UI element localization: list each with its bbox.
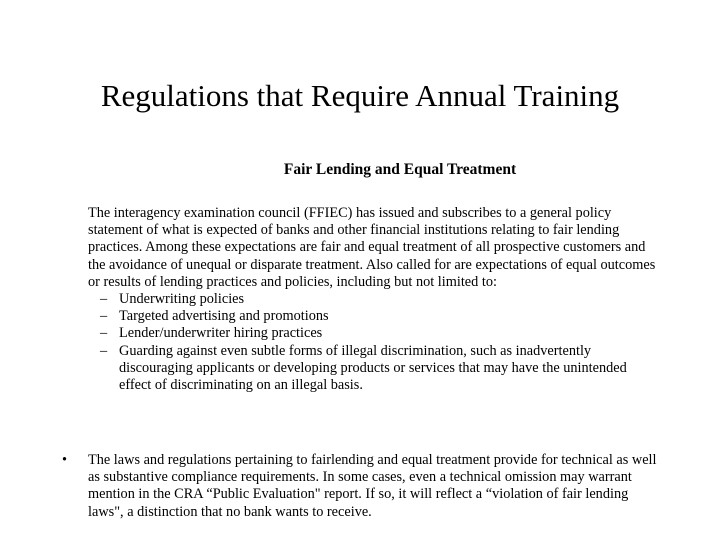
list-item-text: Targeted advertising and promotions bbox=[119, 308, 329, 325]
list-item-text: Guarding against even subtle forms of illegal discrimination, such as inadvertently discouraging applicants or developing products or services that may have the unintended effect of discriminating on an illegal basis. bbox=[119, 342, 627, 394]
intro-section bbox=[88, 205, 658, 394]
slide-subtitle: Fair Lending and Equal Treatment bbox=[283, 161, 517, 178]
bullet-item bbox=[62, 452, 662, 521]
intro-paragraph: The interagency examination council (FFIEC) has issued and subscribes to a general policy statement of what is expected of banks and other financial institutions relating to fair lending practices. Among these expectations are fair and equal treatment of all prospective customers and the avoidance of unequal or disparate treatment. Also called for are expectations of equal outcomes or results of lending practices and policies, including but not limited to: bbox=[88, 205, 656, 290]
expectations-list bbox=[88, 291, 658, 394]
dash-marker: – bbox=[100, 325, 108, 342]
list-item-text: Lender/underwriter hiring practices bbox=[119, 325, 323, 342]
bullet-text: The laws and regulations pertaining to fairlending and equal treatment provide for technical as well as substantive compliance requirements. In some cases, even a technical omission may warrant mention in the CRA “Public Evaluation" report. If so, it will reflect a “violation of fair lending laws", a distinction that no bank wants to receive. bbox=[88, 452, 657, 520]
dash-marker: – bbox=[100, 308, 108, 325]
slide-title: Regulations that Require Annual Training bbox=[100, 78, 620, 113]
list-item bbox=[88, 343, 658, 395]
dash-marker: – bbox=[100, 291, 108, 308]
list-item bbox=[88, 325, 658, 342]
list-item bbox=[88, 291, 658, 308]
dash-marker: – bbox=[100, 342, 108, 359]
list-item-text: Underwriting policies bbox=[119, 291, 245, 308]
list-item bbox=[88, 308, 658, 325]
bullet-section bbox=[62, 452, 662, 521]
bullet-marker: • bbox=[62, 452, 68, 468]
